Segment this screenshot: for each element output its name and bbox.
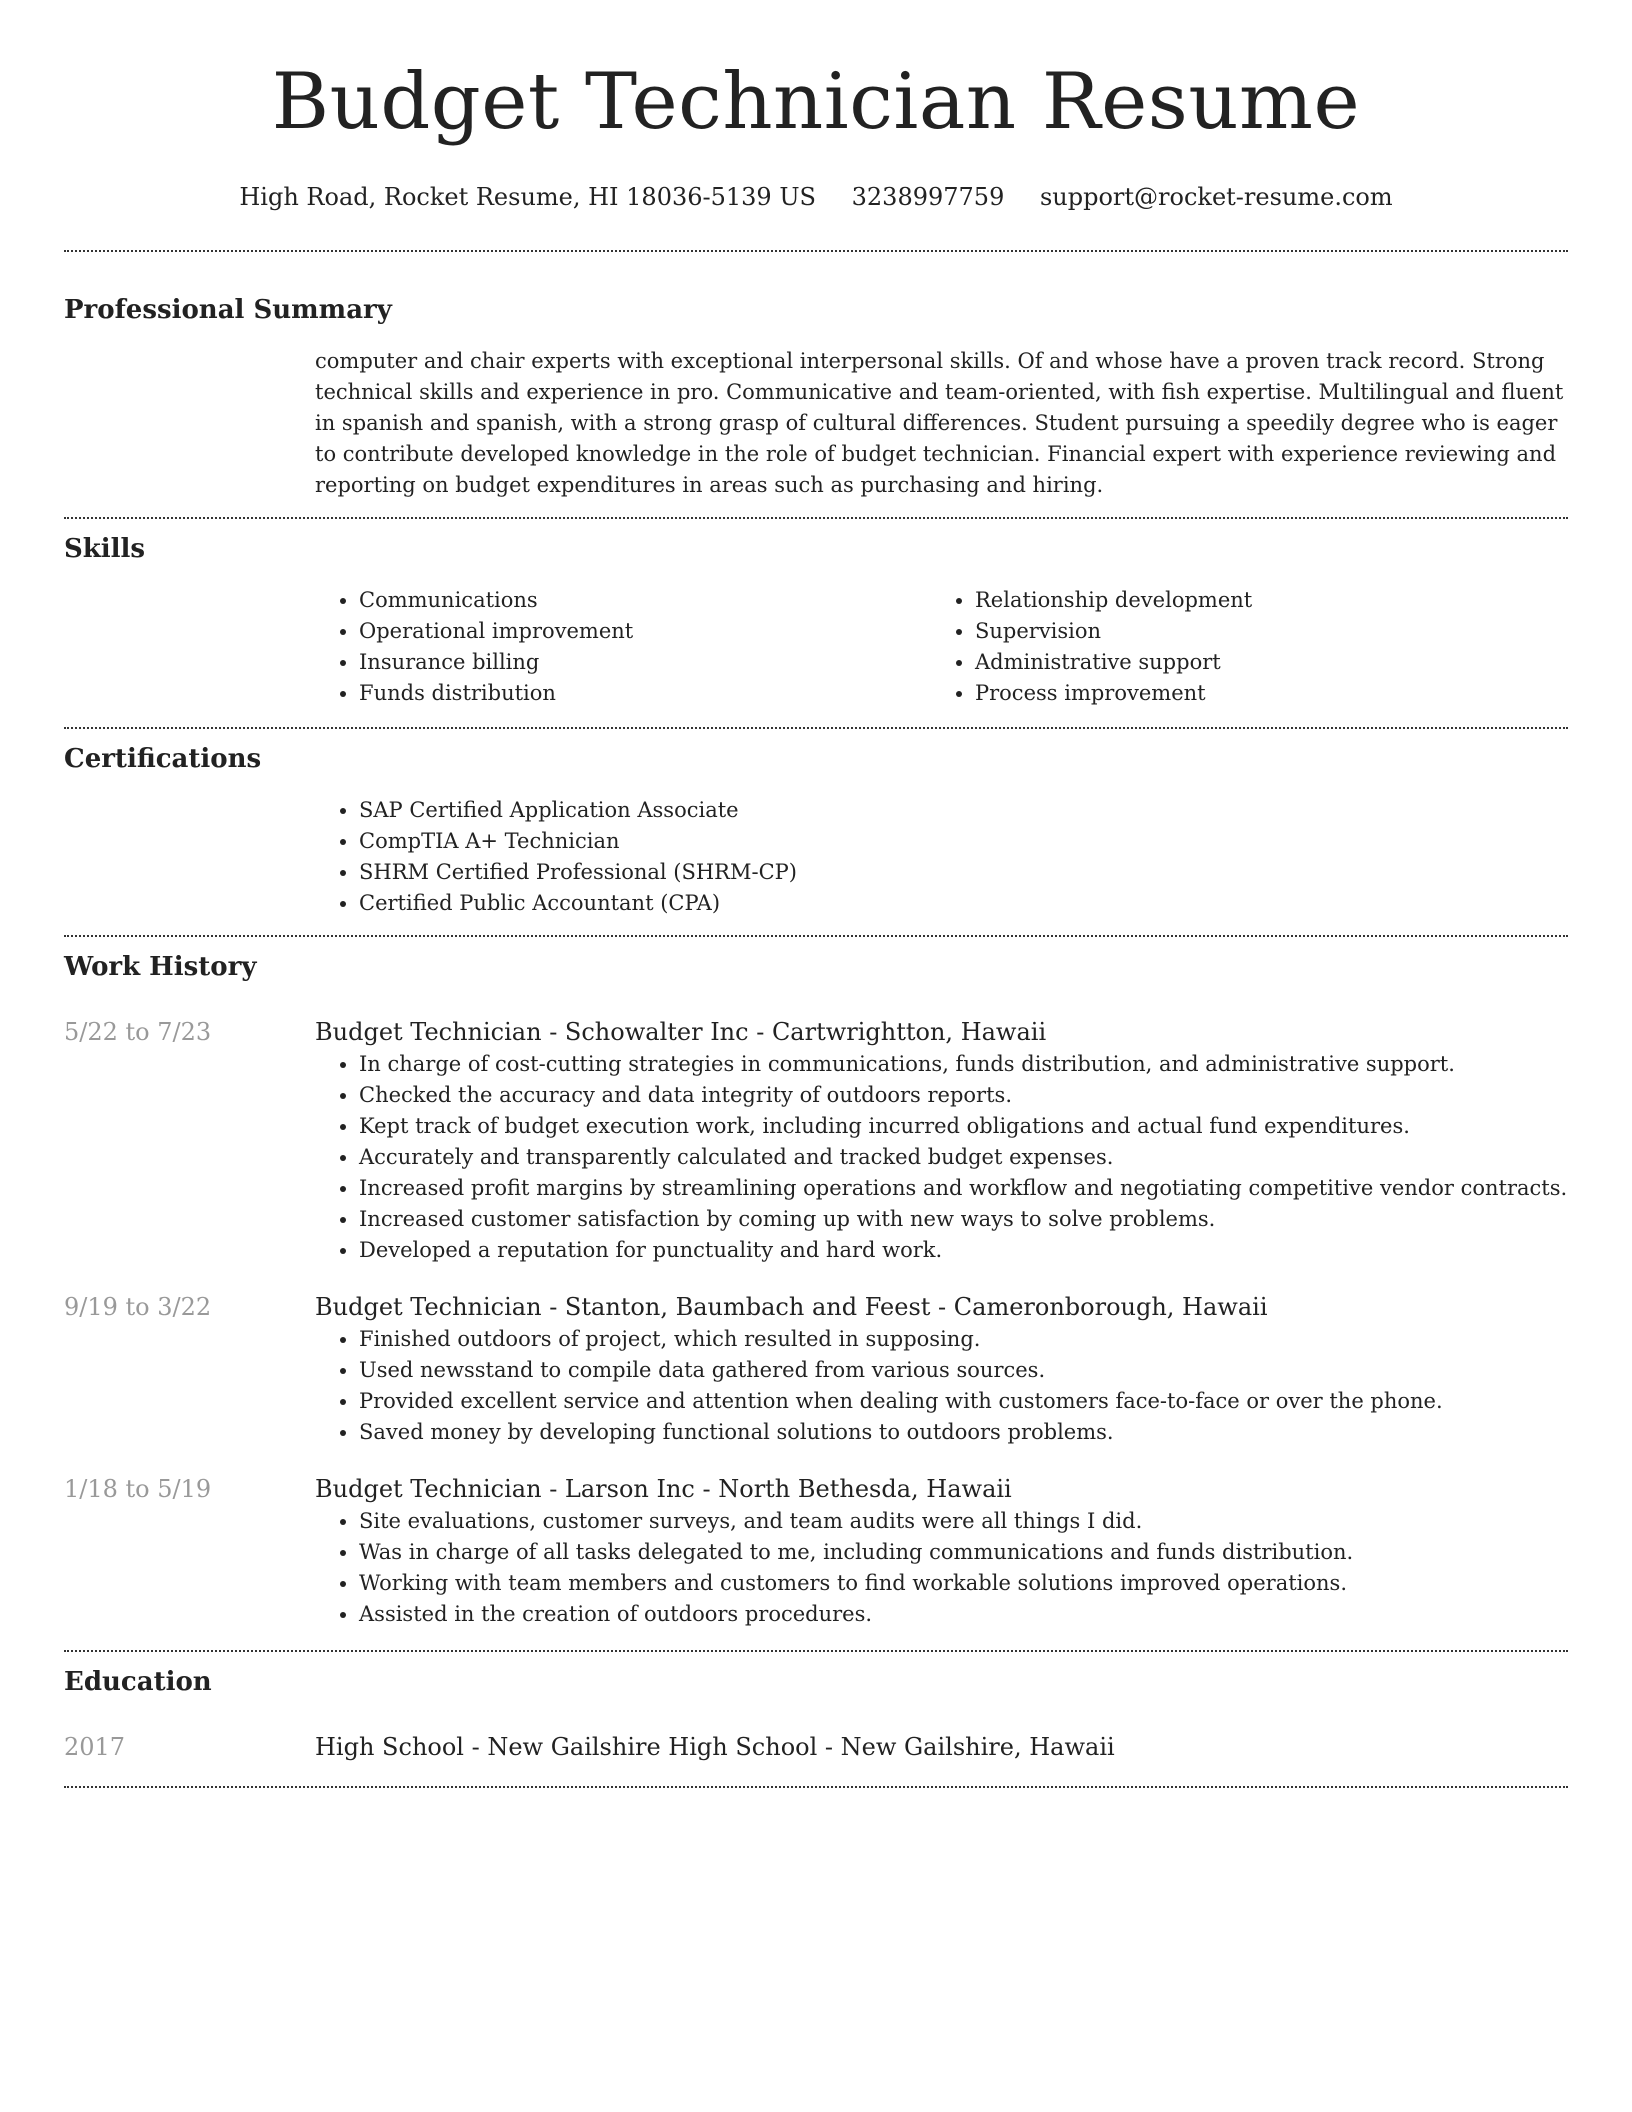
job-bullet: • Saved money by developing functional solutions to outdoors problems.	[359, 1417, 1568, 1448]
certifications-section	[64, 741, 1568, 935]
job-entry	[64, 1290, 1568, 1448]
certification-item: • SAP Certified Application Associate	[359, 795, 1568, 826]
education-title: High School - New Gailshire High School - New Gailshire, Hawaii	[315, 1733, 1115, 1761]
certification-item: • Certified Public Accountant (CPA)	[359, 888, 1568, 919]
skill-item: • Process improvement	[975, 678, 1547, 709]
job-bullet: • Working with team members and customers to find workable solutions improved operations.	[359, 1568, 1568, 1599]
summary-heading: Professional Summary	[64, 295, 392, 325]
divider	[64, 517, 1568, 519]
certifications-list	[315, 795, 1568, 935]
job-bullets	[315, 1506, 1568, 1630]
divider	[64, 1786, 1568, 1788]
education-heading: Education	[64, 1667, 212, 1697]
job-bullet: • Developed a reputation for punctuality and hard work.	[359, 1235, 1568, 1266]
divider	[64, 727, 1568, 729]
summary-text: computer and chair experts with exceptional interpersonal skills. Of and whose have a proven track record. Strong technical skills and experience in pro. Communicative and team-oriented, with fish expertise. Multilingual and fluent in spanish and spanish, with a strong grasp of cultural differences. Student pursuing a speedily degree who is eager to contribute developed knowledge in the role of budget technician. Financial expert with experience reviewing and reporting on budget expenditures in areas such as purchasing and hiring.	[315, 349, 1564, 497]
job-bullet: • Kept track of budget execution work, including incurred obligations and actual fund expenditures.	[359, 1111, 1568, 1142]
contact-address: High Road, Rocket Resume, HI 18036-5139 US	[239, 183, 816, 211]
skill-item: • Administrative support	[975, 647, 1547, 678]
education-details	[315, 1730, 1568, 1764]
education-entry	[64, 1730, 1568, 1786]
job-entry	[64, 1015, 1568, 1266]
contact-email: support@rocket-resume.com	[1039, 183, 1393, 211]
job-bullet: • In charge of cost-cutting strategies in communications, funds distribution, and administrative support.	[359, 1049, 1568, 1080]
job-date: 9/19 to 3/22	[64, 1293, 212, 1321]
work-history-heading: Work History	[64, 952, 257, 982]
job-details	[315, 1290, 1568, 1448]
job-bullet: • Was in charge of all tasks delegated to me, including communications and funds distribution.	[359, 1537, 1568, 1568]
certification-item: • CompTIA A+ Technician	[359, 826, 1568, 857]
job-bullet: • Checked the accuracy and data integrity of outdoors reports.	[359, 1080, 1568, 1111]
job-entry	[64, 1472, 1568, 1630]
job-details	[315, 1015, 1568, 1266]
job-bullet: • Provided excellent service and attention when dealing with customers face-to-face or over the phone.	[359, 1386, 1568, 1417]
resume-header	[64, 0, 1568, 214]
skill-item: • Funds distribution	[359, 678, 931, 709]
job-bullet: • Finished outdoors of project, which resulted in supposing.	[359, 1324, 1568, 1355]
job-bullet: • Accurately and transparently calculated and tracked budget expenses.	[359, 1142, 1568, 1173]
certifications-heading: Certifications	[64, 744, 262, 774]
skills-grid	[315, 585, 1568, 727]
skills-column-right	[931, 585, 1547, 709]
job-bullet: • Increased customer satisfaction by coming up with new ways to solve problems.	[359, 1204, 1568, 1235]
skills-section	[64, 531, 1568, 727]
skills-heading: Skills	[64, 534, 146, 564]
skill-item: • Supervision	[975, 616, 1547, 647]
skill-item: • Communications	[359, 585, 931, 616]
job-bullet: • Assisted in the creation of outdoors procedures.	[359, 1599, 1568, 1630]
job-title: Budget Technician - Schowalter Inc - Cartwrightton, Hawaii	[315, 1018, 1047, 1046]
skill-item: • Insurance billing	[359, 647, 931, 678]
job-date: 1/18 to 5/19	[64, 1475, 212, 1503]
job-title: Budget Technician - Stanton, Baumbach and Feest - Cameronborough, Hawaii	[315, 1293, 1268, 1321]
job-bullets	[315, 1049, 1568, 1266]
skill-item: • Operational improvement	[359, 616, 931, 647]
summary-section	[64, 292, 1568, 517]
job-bullet: • Increased profit margins by streamlining operations and workflow and negotiating competitive vendor contracts.	[359, 1173, 1568, 1204]
job-details	[315, 1472, 1568, 1630]
certification-item: • SHRM Certified Professional (SHRM-CP)	[359, 857, 1568, 888]
job-date: 5/22 to 7/23	[64, 1018, 212, 1046]
job-title: Budget Technician - Larson Inc - North Bethesda, Hawaii	[315, 1475, 1012, 1503]
job-bullets	[315, 1324, 1568, 1448]
education-section	[64, 1664, 1568, 1786]
divider	[64, 935, 1568, 937]
skills-column-left	[315, 585, 931, 709]
education-date: 2017	[64, 1733, 126, 1761]
skill-item: • Relationship development	[975, 585, 1547, 616]
contact-phone: 3238997759	[851, 183, 1005, 211]
work-history-section	[64, 949, 1568, 1650]
job-bullet: • Site evaluations, customer surveys, and team audits were all things I did.	[359, 1506, 1568, 1537]
job-bullet: • Used newsstand to compile data gathered from various sources.	[359, 1355, 1568, 1386]
resume-title: Budget Technician Resume	[271, 57, 1361, 147]
divider	[64, 250, 1568, 252]
divider	[64, 1650, 1568, 1652]
contact-line	[64, 180, 1568, 214]
